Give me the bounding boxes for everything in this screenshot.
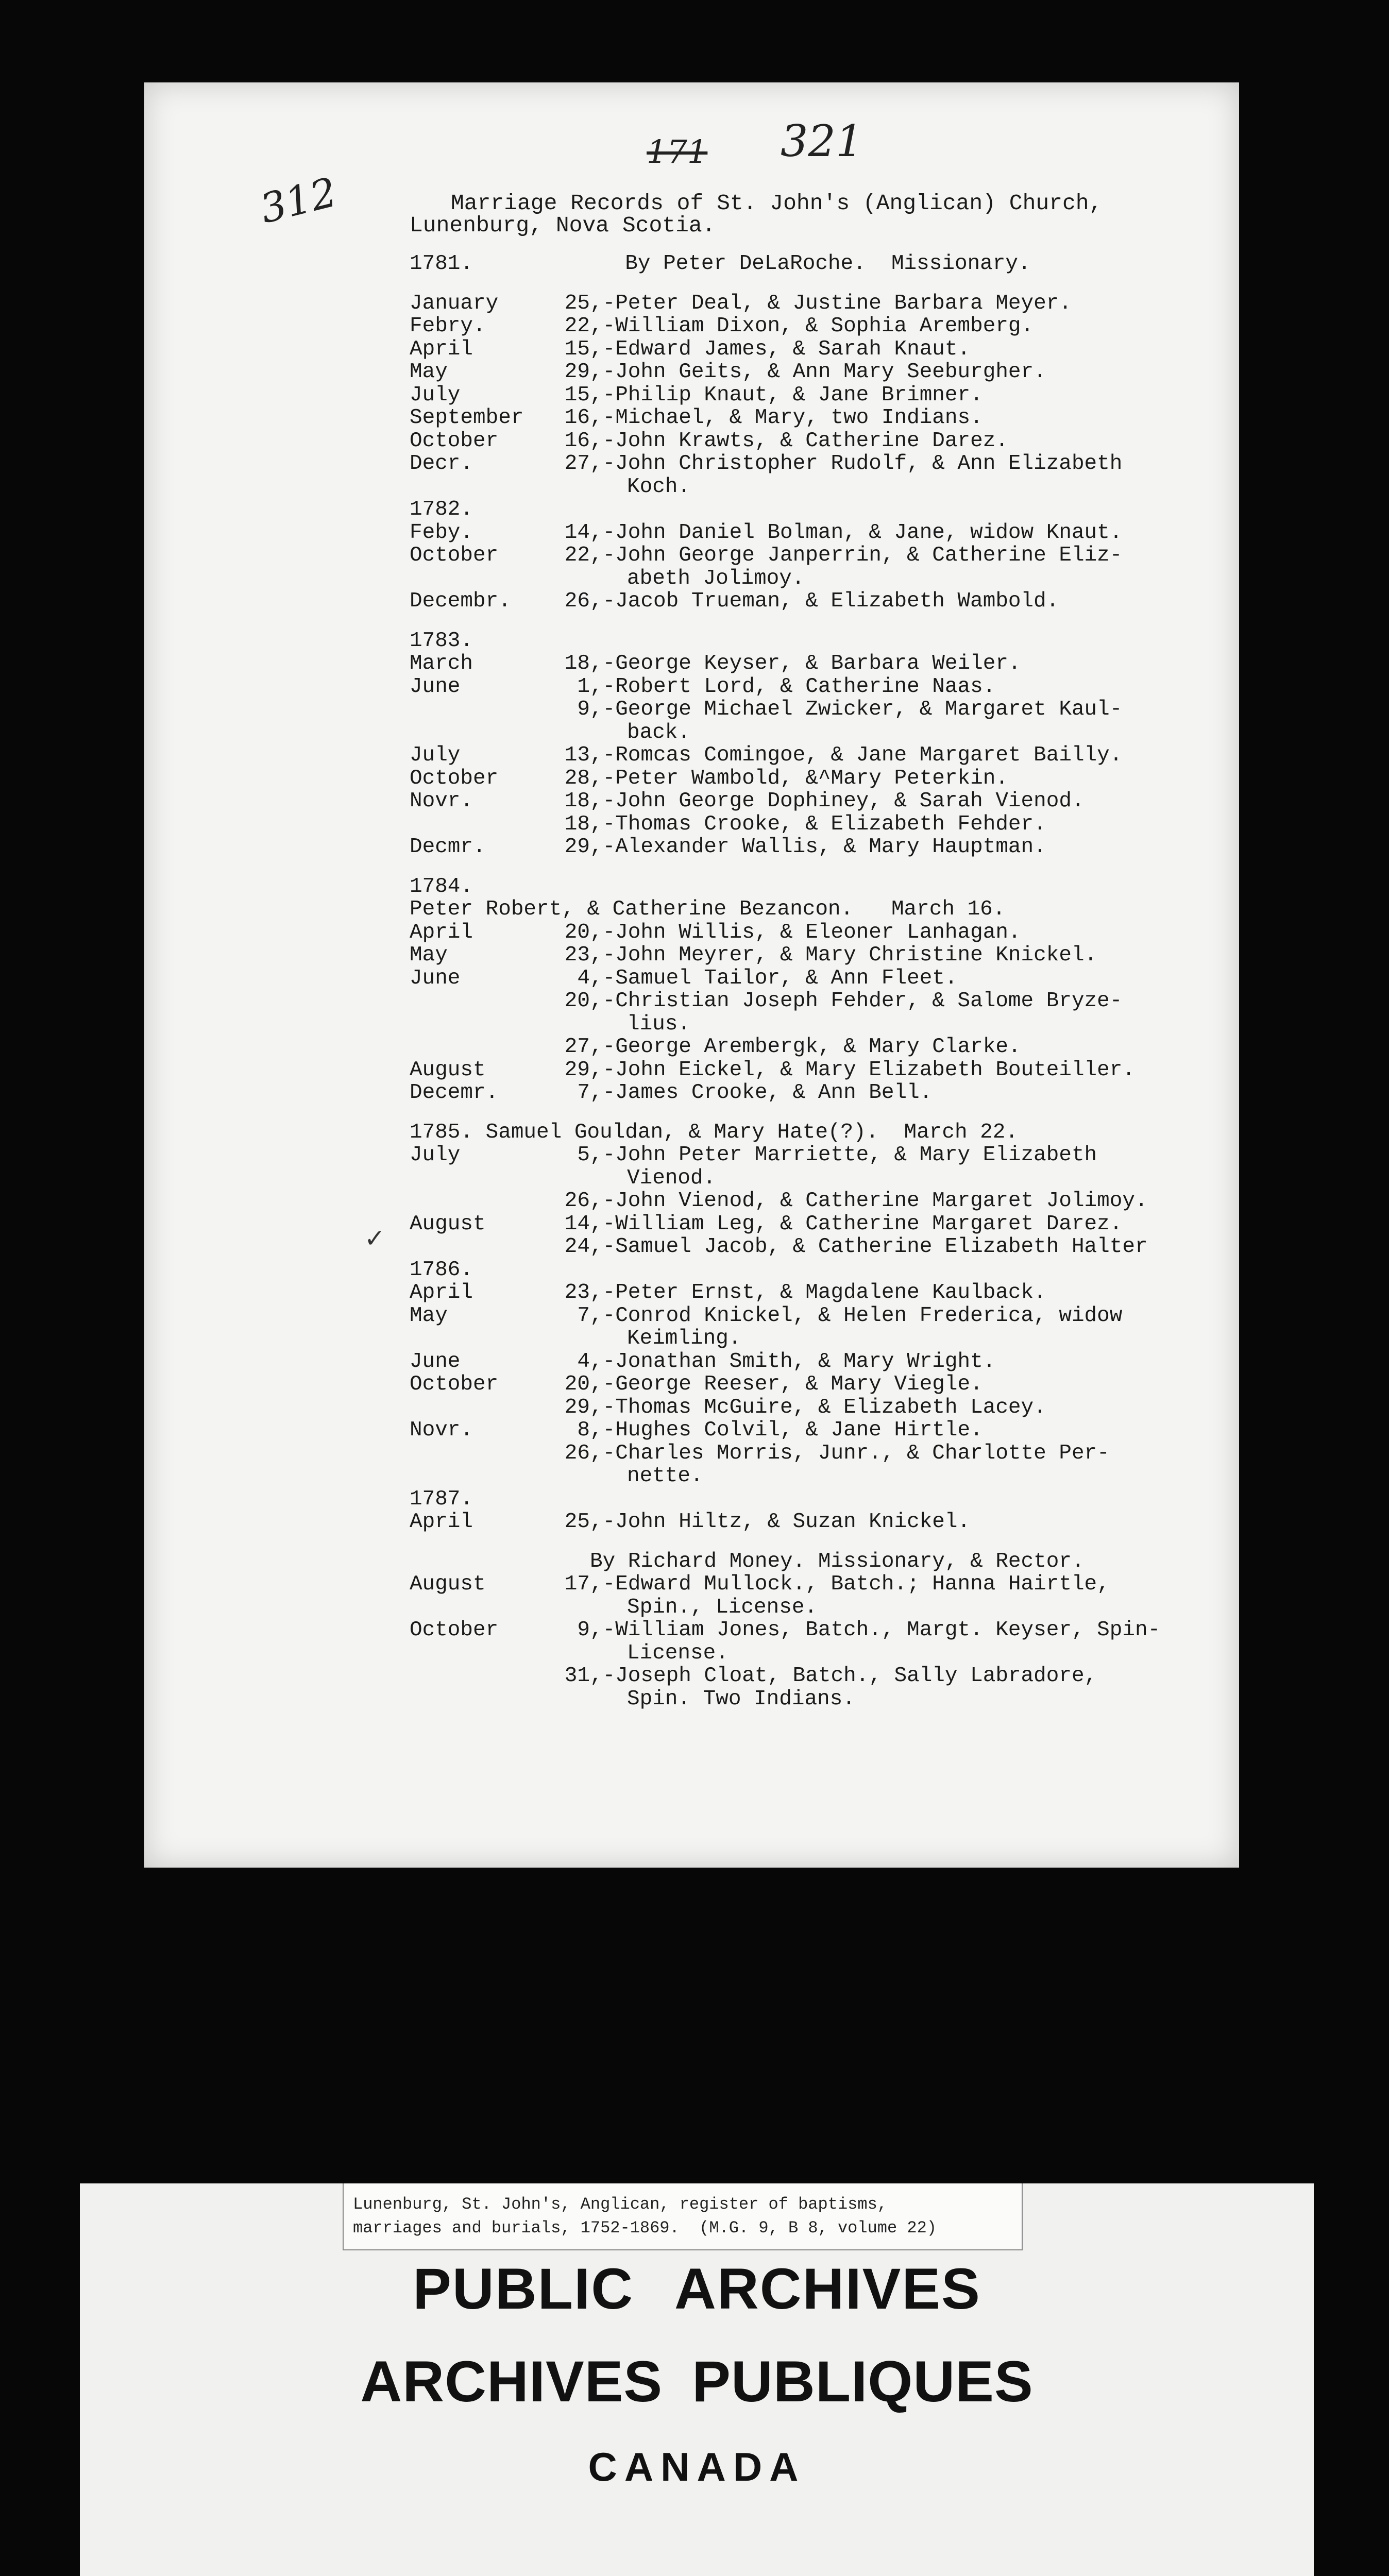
public-archives-heading: PUBLIC ARCHIVES [413, 2257, 981, 2321]
page-subtitle: Lunenburg, Nova Scotia. [410, 213, 716, 238]
record-entry: ,-James Crooke, & Ann Bell. [590, 1081, 933, 1105]
record-line [410, 1059, 1213, 1082]
record-day: 7 [577, 1081, 590, 1105]
record-month: October [410, 766, 499, 790]
record-month: June [410, 674, 461, 699]
record-line [410, 1688, 1213, 1711]
record-day: 17 [564, 1572, 590, 1596]
record-entry: ,-John Eickel, & Mary Elizabeth Bouteiller. [590, 1058, 1135, 1082]
record-line [410, 361, 1213, 384]
record-day: 20 [564, 989, 590, 1013]
record-month: Febry. [410, 314, 486, 338]
record-entry: ,-William Dixon, & Sophia Aremberg. [590, 314, 1034, 338]
record-month: April [410, 337, 473, 361]
record-line [410, 1373, 1213, 1396]
record-line [410, 630, 1213, 653]
record-entry: ,-John Hiltz, & Suzan Knickel. [590, 1510, 971, 1534]
record-continuation: lius. [627, 1012, 691, 1036]
record-line [410, 1259, 1213, 1282]
record-month: August [410, 1058, 486, 1082]
record-entry: ,-Samuel Jacob, & Catherine Elizabeth Halter [590, 1235, 1148, 1259]
record-continuation: Spin. Two Indians. [627, 1687, 855, 1711]
record-day: 8 [577, 1418, 590, 1442]
record-heading: 1784. [410, 874, 473, 899]
record-entry: ,-Peter Ernst, & Magdalene Kaulback. [590, 1281, 1046, 1304]
record-entry: ,-Romcas Comingoe, & Jane Margaret Bailly. [590, 743, 1123, 767]
record-month: April [410, 1281, 473, 1304]
record-line [410, 813, 1213, 836]
record-line [410, 790, 1213, 813]
catalog-line: marriages and burials, 1752-1869. (M.G. 9, B 8, volume 22) [353, 2218, 937, 2238]
record-line [410, 544, 1213, 567]
record-month: September [410, 406, 524, 430]
record-day: 26 [564, 589, 590, 613]
checkmark-icon: ✓ [366, 1223, 383, 1256]
record-day: 25 [564, 291, 590, 315]
record-day: 14 [564, 520, 590, 545]
record-month: August [410, 1212, 486, 1236]
record-day: 14 [564, 1212, 590, 1236]
record-entry: ,-Conrod Knickel, & Helen Frederica, widow [590, 1303, 1123, 1328]
canada-heading: CANADA [588, 2444, 806, 2489]
record-month: October [410, 1618, 499, 1642]
record-line [410, 921, 1213, 944]
record-day: 23 [564, 943, 590, 967]
record-day: 26 [564, 1441, 590, 1465]
record-continuation: Koch. [627, 474, 691, 499]
record-line [410, 1081, 1213, 1105]
record-line [410, 1281, 1213, 1304]
archive-label-card [80, 2183, 1314, 2576]
record-line [410, 1121, 1213, 1144]
record-month: July [410, 383, 461, 407]
record-month: Decmr. [410, 835, 486, 859]
missionary-heading: By Richard Money. Missionary, & Rector. [590, 1549, 1085, 1573]
record-line [410, 590, 1213, 613]
record-line [410, 1511, 1213, 1534]
record-day: 18 [564, 812, 590, 836]
handwritten-folio-right: 321 [781, 116, 863, 166]
record-entry: ,-John Vienod, & Catherine Margaret Jolimoy. [590, 1189, 1148, 1213]
catalog-line: Lunenburg, St. John's, Anglican, register of baptisms, [353, 2195, 887, 2214]
record-day: 7 [577, 1303, 590, 1328]
record-entry: ,-George Michael Zwicker, & Margaret Kaul- [590, 698, 1123, 721]
archives-publiques-heading: ARCHIVES PUBLIQUES [360, 2349, 1034, 2414]
record-line [410, 1304, 1213, 1328]
record-entry: ,-John George Janperrin, & Catherine Eliz- [590, 544, 1123, 567]
record-entry: ,-William Leg, & Catherine Margaret Darez. [590, 1212, 1123, 1236]
record-entry: ,-John Christopher Rudolf, & Ann Elizabeth [590, 452, 1123, 476]
record-day: 25 [564, 1510, 590, 1534]
record-entry: ,-George Arembergk, & Mary Clarke. [590, 1035, 1021, 1059]
record-month: August [410, 1572, 486, 1596]
record-month: January [410, 291, 499, 315]
record-day: 9 [577, 1618, 590, 1642]
record-line [410, 1167, 1213, 1190]
record-line [410, 1235, 1213, 1259]
marriage-records-list [410, 252, 1213, 1710]
record-day: 27 [564, 452, 590, 476]
record-day: 29 [564, 1058, 590, 1082]
record-entry: ,-Philip Knaut, & Jane Brimner. [590, 383, 983, 407]
record-line [410, 406, 1213, 430]
record-line [410, 1550, 1213, 1573]
record-line [410, 567, 1213, 590]
record-line [410, 1396, 1213, 1419]
record-month: May [410, 943, 448, 967]
record-month: July [410, 1143, 461, 1167]
record-day: 9 [577, 698, 590, 721]
record-entry: ,-Thomas McGuire, & Elizabeth Lacey. [590, 1395, 1046, 1419]
record-line [410, 452, 1213, 476]
record-heading: 1785. Samuel Gouldan, & Mary Hate(?). March 22. [410, 1120, 1018, 1144]
record-day: 31 [564, 1664, 590, 1688]
record-day: 18 [564, 652, 590, 675]
record-heading: 1782. [410, 498, 473, 521]
record-line [410, 338, 1213, 361]
record-continuation: abeth Jolimoy. [627, 566, 805, 590]
record-day: 29 [564, 835, 590, 859]
record-entry: ,-Jacob Trueman, & Elizabeth Wambold. [590, 589, 1059, 613]
record-heading: 1786. [410, 1258, 473, 1282]
record-line [410, 1442, 1213, 1465]
record-entry: ,-John Krawts, & Catherine Darez. [590, 429, 1008, 453]
record-line [410, 498, 1213, 521]
record-month: May [410, 1303, 448, 1328]
record-entry: ,-George Reeser, & Mary Viegle. [590, 1372, 983, 1396]
record-month: June [410, 1349, 461, 1374]
record-line [410, 1036, 1213, 1059]
record-line [410, 315, 1213, 338]
record-day: 1 [577, 674, 590, 699]
record-day: 29 [564, 1395, 590, 1419]
record-day: 22 [564, 314, 590, 338]
record-day: 18 [564, 789, 590, 813]
catalog-strip [343, 2183, 1023, 2250]
record-line [410, 252, 1213, 276]
record-day: 27 [564, 1035, 590, 1059]
record-month: October [410, 429, 499, 453]
record-line [410, 875, 1213, 899]
record-heading: 1783. [410, 629, 473, 653]
record-day: 22 [564, 544, 590, 567]
record-day: 26 [564, 1189, 590, 1213]
record-line [410, 898, 1213, 921]
record-entry: ,-Peter Deal, & Justine Barbara Meyer. [590, 291, 1072, 315]
record-entry: ,-Alexander Wallis, & Mary Hauptman. [590, 835, 1046, 859]
record-line [410, 1350, 1213, 1374]
record-day: 16 [564, 406, 590, 430]
record-entry: ,-Jonathan Smith, & Mary Wright. [590, 1349, 996, 1374]
record-month: Decemr. [410, 1081, 499, 1105]
record-entry: ,-John Meyrer, & Mary Christine Knickel. [590, 943, 1097, 967]
record-entry: ,-John Peter Marriette, & Mary Elizabeth [590, 1143, 1097, 1167]
record-line [410, 1596, 1213, 1619]
record-line [410, 652, 1213, 675]
record-line [410, 1665, 1213, 1688]
record-month: June [410, 966, 461, 990]
record-day: 13 [564, 743, 590, 767]
record-day: 20 [564, 1372, 590, 1396]
record-line [410, 1327, 1213, 1350]
record-month: Decembr. [410, 589, 511, 613]
record-heading: 1787. [410, 1487, 473, 1511]
record-line [410, 476, 1213, 499]
record-line [410, 1013, 1213, 1036]
record-line [410, 944, 1213, 967]
record-continuation: License. [627, 1641, 729, 1665]
record-entry: ,-Edward James, & Sarah Knaut. [590, 337, 971, 361]
record-entry: ,-Samuel Tailor, & Ann Fleet. [590, 966, 958, 990]
record-month: Novr. [410, 1418, 473, 1442]
document-page [144, 82, 1239, 1868]
handwritten-folio-struck: 171 [647, 133, 708, 171]
record-entry: ,-Joseph Cloat, Batch., Sally Labradore, [590, 1664, 1097, 1688]
record-line [410, 384, 1213, 407]
record-line [410, 836, 1213, 859]
record-entry: ,-George Keyser, & Barbara Weiler. [590, 652, 1021, 675]
record-line [410, 744, 1213, 767]
record-entry: ,-Peter Wambold, &^Mary Peterkin. [590, 766, 1008, 790]
record-heading: Peter Robert, & Catherine Bezancon. March 16. [410, 897, 1006, 921]
record-entry: ,-Christian Joseph Fehder, & Salome Bryze- [590, 989, 1123, 1013]
record-day: 23 [564, 1281, 590, 1304]
record-entry: ,-Thomas Crooke, & Elizabeth Fehder. [590, 812, 1046, 836]
record-month: March [410, 652, 473, 675]
record-day: 16 [564, 429, 590, 453]
record-day: 24 [564, 1235, 590, 1259]
record-entry: ,-William Jones, Batch., Margt. Keyser, Spin- [590, 1618, 1161, 1642]
record-entry: ,-John George Dophiney, & Sarah Vienod. [590, 789, 1085, 813]
record-entry: ,-Robert Lord, & Catherine Naas. [590, 674, 996, 699]
record-month: Decr. [410, 452, 473, 476]
record-day: 5 [577, 1143, 590, 1167]
record-line [410, 675, 1213, 699]
record-line [410, 990, 1213, 1013]
handwritten-folio-left: 312 [256, 169, 342, 233]
record-line [410, 1419, 1213, 1442]
record-continuation: Keimling. [627, 1327, 741, 1350]
page-title: Marriage Records of St. John's (Anglican) Church, [451, 191, 1103, 216]
record-continuation: back. [627, 720, 691, 744]
record-line [410, 1465, 1213, 1488]
record-line [410, 1573, 1213, 1596]
record-entry: ,-Hughes Colvil, & Jane Hirtle. [590, 1418, 983, 1442]
record-continuation: Spin., License. [627, 1595, 818, 1619]
record-month: Feby. [410, 520, 473, 545]
record-line [410, 1213, 1213, 1236]
record-day: 29 [564, 360, 590, 384]
record-continuation: nette. [627, 1464, 703, 1488]
record-day: 28 [564, 766, 590, 790]
record-line [410, 430, 1213, 453]
record-entry: ,-John Daniel Bolman, & Jane, widow Knaut. [590, 520, 1123, 545]
record-line [410, 1488, 1213, 1511]
record-line [410, 292, 1213, 315]
record-line [410, 767, 1213, 790]
record-month: April [410, 920, 473, 944]
record-day: 4 [577, 1349, 590, 1374]
record-month: May [410, 360, 448, 384]
record-line [410, 721, 1213, 744]
record-line [410, 1190, 1213, 1213]
record-line [410, 521, 1213, 545]
record-entry: ,-John Willis, & Eleoner Lanhagan. [590, 920, 1021, 944]
record-line [410, 1619, 1213, 1642]
record-month: October [410, 544, 499, 567]
record-line [410, 967, 1213, 990]
record-day: 15 [564, 383, 590, 407]
record-day: 15 [564, 337, 590, 361]
record-continuation: Vienod. [627, 1166, 716, 1190]
record-month: July [410, 743, 461, 767]
record-entry: ,-Charles Morris, Junr., & Charlotte Per- [590, 1441, 1110, 1465]
record-line [410, 1144, 1213, 1167]
record-entry: ,-Edward Mullock., Batch.; Hanna Hairtle, [590, 1572, 1110, 1596]
record-line [410, 698, 1213, 721]
record-month: October [410, 1372, 499, 1396]
record-month: April [410, 1510, 473, 1534]
record-day: 20 [564, 920, 590, 944]
record-day: 4 [577, 966, 590, 990]
record-line [410, 1642, 1213, 1665]
record-month: Novr. [410, 789, 473, 813]
record-heading: 1781. By Peter DeLaRoche. Missionary. [410, 252, 1031, 276]
record-entry: ,-Michael, & Mary, two Indians. [590, 406, 983, 430]
record-entry: ,-John Geits, & Ann Mary Seeburgher. [590, 360, 1046, 384]
